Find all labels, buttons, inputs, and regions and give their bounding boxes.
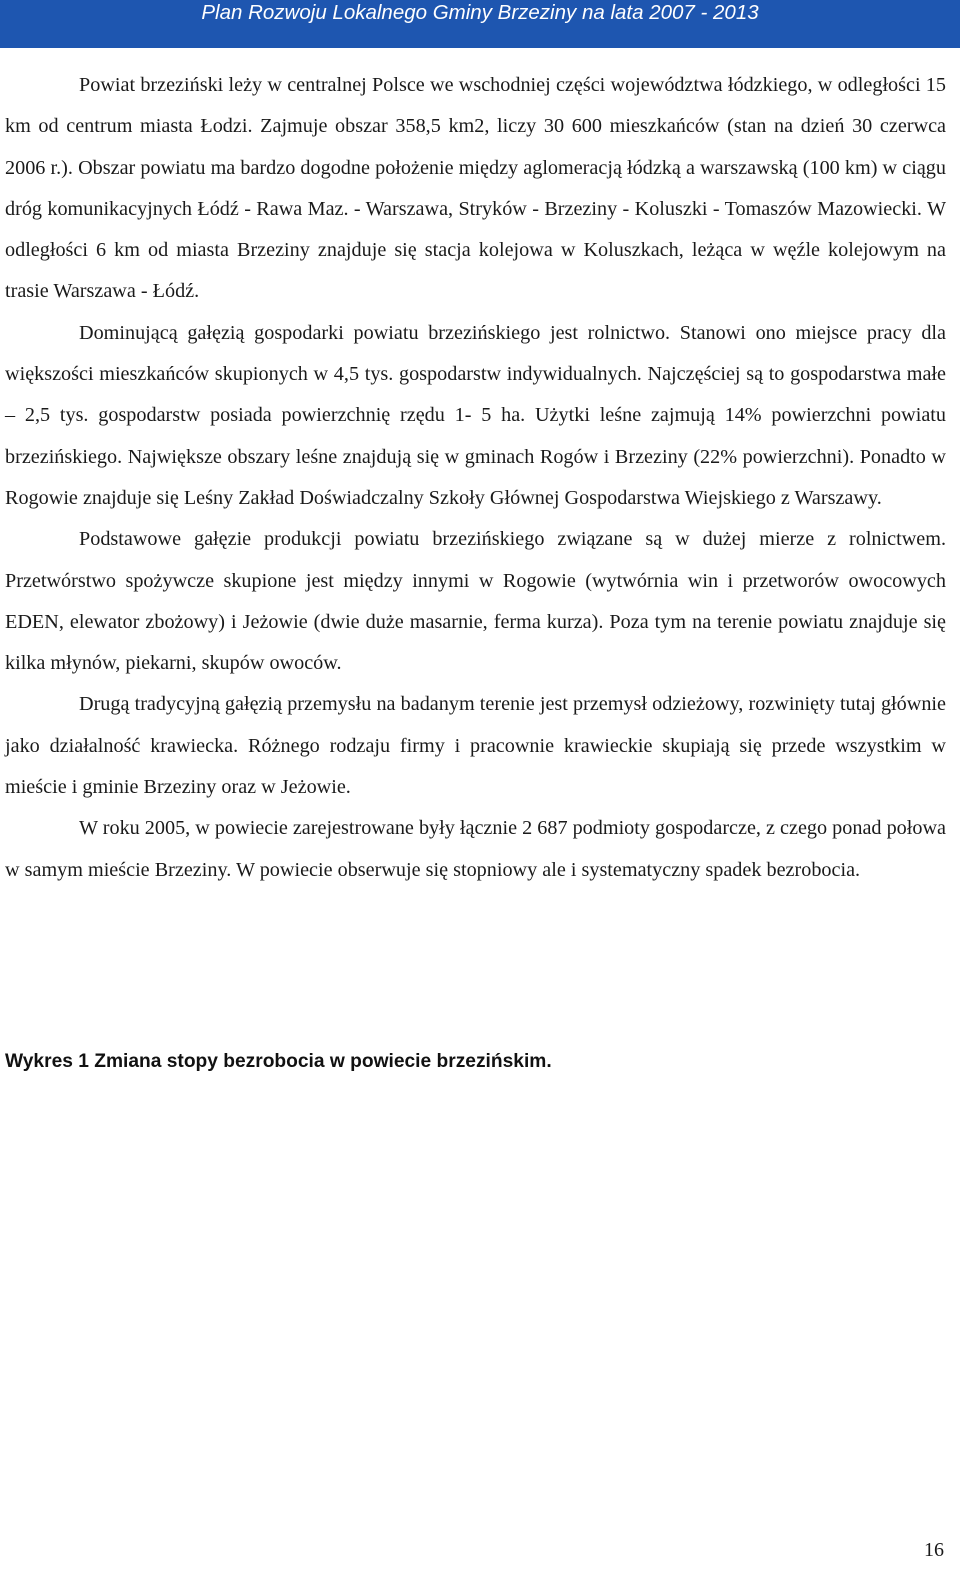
- chart-caption: Wykres 1 Zmiana stopy bezrobocia w powiecie brzezińskim.: [5, 1051, 552, 1072]
- paragraph-agriculture: Dominującą gałęzią gospodarki powiatu brzezińskiego jest rolnictwo. Stanowi ono miejsce pracy dla większości mieszkańców skupionych w 4,5 tys. gospodarstw indywidualnych. Najczęściej są to gospodarstwa małe – 2,5 tys. gospodarstw posiada powierzchnię rzędu 1- 5 ha. Użytki leśne zajmują 14% powierzchni powiatu brzezińskiego. Największe obszary leśne znajdują się w gminach Rogów i Brzeziny (22% powierzchni). Ponadto w Rogowie znajduje się Leśny Zakład Doświadczalny Szkoły Głównej Gospodarstwa Wiejskiego z Warszawy.: [5, 321, 946, 509]
- document-header: [0, 0, 960, 48]
- paragraph-food-industry: Podstawowe gałęzie produkcji powiatu brzezińskiego związane są w dużej mierze z rolnictwem. Przetwórstwo spożywcze skupione jest między innymi w Rogowie (wytwórnia win i przetworów owocowych EDEN, elewator zbożowy) i Jeżowie (dwie duże masarnie, ferma kurza). Poza tym na terenie powiatu znajduje się kilka młynów, piekarni, skupów owoców.: [5, 528, 946, 675]
- document-body: [5, 65, 946, 891]
- page-number: 16: [924, 1539, 944, 1561]
- paragraph-location: Powiat brzeziński leży w centralnej Polsce we wschodniej części województwa łódzkiego, w odległości 15 km od centrum miasta Łodzi. Zajmuje obszar 358,5 km2, liczy 30 600 mieszkańców (stan na dzień 30 czerwca 2006 r.). Obszar powiatu ma bardzo dogodne położenie między aglomeracją łódzką a warszawską (100 km) w ciągu dróg komunikacyjnych Łódź - Rawa Maz. - Warszawa, Stryków - Brzeziny - Koluszki - Tomaszów Mazowiecki. W odległości 6 km od miasta Brzeziny znajduje się stacja kolejowa w Koluszkach, leżąca w węźle kolejowym na trasie Warszawa - Łódź.: [5, 74, 946, 303]
- paragraph-businesses: W roku 2005, w powiecie zarejestrowane były łącznie 2 687 podmioty gospodarcze, z czego ponad połowa w samym mieście Brzeziny. W powiecie obserwuje się stopniowy ale i systematyczny spadek bezrobocia.: [5, 817, 946, 881]
- paragraph-clothing-industry: Drugą tradycyjną gałęzią przemysłu na badanym terenie jest przemysł odzieżowy, rozwinięty tutaj głównie jako działalność krawiecka. Różnego rodzaju firmy i pracownie krawieckie skupiają się przede wszystkim w mieście i gminie Brzeziny oraz w Jeżowie.: [5, 693, 946, 799]
- header-title: Plan Rozwoju Lokalnego Gminy Brzeziny na lata 2007 - 2013: [201, 1, 759, 24]
